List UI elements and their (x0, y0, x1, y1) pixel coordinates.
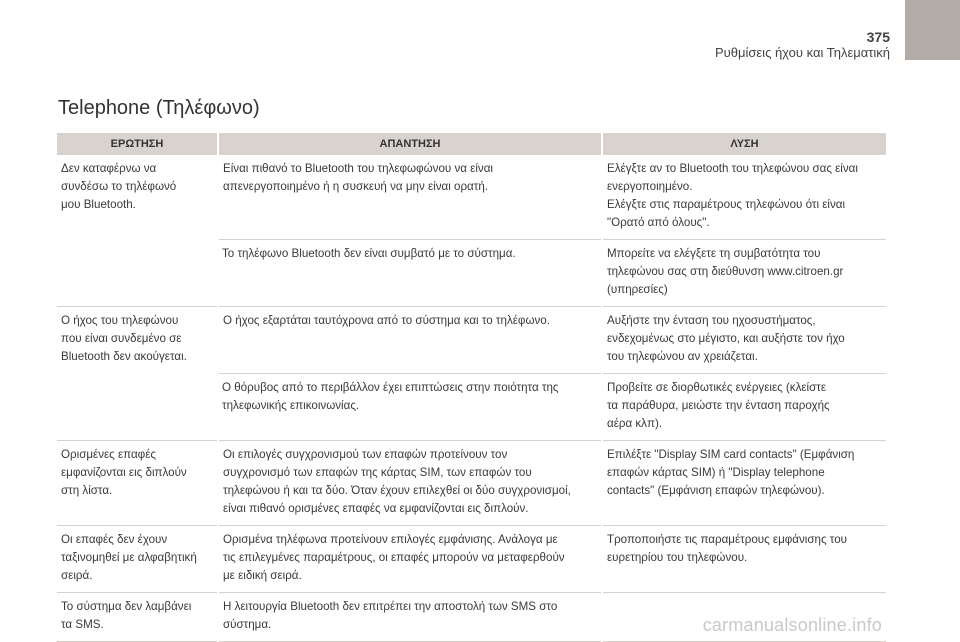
question-cell (57, 526, 218, 593)
text-line: Είναι πιθανό το Bluetooth του τηλεφωφώνου να είναι (223, 162, 493, 175)
text-line: σύστημα. (223, 618, 272, 631)
column-header-answer: ΑΠΑΝΤΗΣΗ (218, 133, 602, 155)
text-line: Επιλέξτε "Display SIM card contacts" (Εμφάνιση (607, 448, 855, 461)
corner-tab (905, 0, 960, 60)
text-line: ταξινομηθεί με αλφαβητική (61, 551, 197, 564)
answer-cell (218, 593, 602, 642)
answer-cell (218, 526, 602, 593)
answer-cell (218, 307, 602, 374)
solution-cell (602, 307, 886, 374)
text-line: Ελέγξτε στις παραμέτρους τηλεφώνου ότι είναι (607, 198, 846, 211)
question-cell (57, 441, 218, 526)
text-line: Οι επιλογές συγχρονισμού των επαφών προτείνουν τον (223, 448, 508, 461)
text-line: τηλεφώνου σας στη διεύθυνση www.citroen.gr (607, 265, 844, 278)
text-line: είναι πιθανό ορισμένες επαφές να εμφανίζονται εις διπλούν. (223, 502, 529, 515)
table-body (57, 155, 886, 642)
text-line: συγχρονισμό των επαφών της κάρτας SIM, των επαφών του (223, 466, 532, 479)
text-line: Bluetooth δεν ακούγεται. (61, 350, 187, 363)
answer-cell (218, 155, 602, 240)
text-line: αέρα κλπ). (607, 417, 663, 430)
text-line: contacts" (Εμφάνιση επαφών τηλεφώνου). (607, 484, 825, 497)
answer-cell (218, 374, 602, 441)
page-number: 375 (866, 29, 890, 45)
solution-cell (602, 155, 886, 240)
table-row (57, 155, 886, 240)
solution-cell (602, 441, 886, 526)
watermark: carmanualsonline.info (702, 615, 882, 635)
section-title: Ρυθμίσεις ήχου και Τηλεματική (714, 45, 890, 60)
text-line: τηλεφωνικής επικοινωνίας. (222, 399, 360, 412)
text-line: τις επιλεγμένες παραμέτρους, οι επαφές μπορούν να μεταφερθούν (223, 551, 565, 564)
table-row (57, 441, 886, 526)
question-cell (57, 155, 218, 307)
answer-cell (218, 240, 602, 307)
text-line: που είναι συνδεμένο σε (61, 332, 182, 345)
solution-cell (602, 374, 886, 441)
text-line: με ειδική σειρά. (223, 569, 302, 582)
text-line: Ο ήχος του τηλεφώνου (61, 314, 179, 327)
text-line: Τροποποιήστε τις παραμέτρους εμφάνισης του (607, 533, 847, 546)
text-line: απενεργοποιημένο ή η συσκευή να μην είναι ορατή. (223, 180, 488, 193)
text-line: Ελέγξτε αν το Bluetooth του τηλεφώνου σας είναι (607, 162, 858, 175)
text-line: (υπηρεσίες) (607, 283, 668, 296)
table-row (57, 526, 886, 593)
text-line: στη λίστα. (61, 484, 113, 497)
column-header-solution: ΛΥΣΗ (602, 133, 886, 155)
solution-cell (602, 526, 886, 593)
text-line: ευρετηρίου του τηλεφώνου. (607, 551, 748, 564)
text-line: Μπορείτε να ελέγξετε τη συμβατότητα του (607, 247, 821, 260)
column-header-question: ΕΡΩΤΗΣΗ (57, 133, 218, 155)
text-line: εμφανίζονται εις διπλούν (61, 466, 187, 479)
text-line: ενεργοποιημένο. (607, 180, 693, 193)
text-line: Το σύστημα δεν λαμβάνει (61, 600, 192, 613)
text-line: Δεν καταφέρνω να (61, 162, 157, 175)
text-line: μου Bluetooth. (61, 198, 136, 211)
text-line: τα SMS. (61, 618, 104, 631)
table-header-row (57, 133, 886, 155)
page-title: Telephone (Τηλέφωνο) (58, 97, 260, 119)
question-cell (57, 593, 218, 642)
text-line: Προβείτε σε διορθωτικές ενέργειες (κλείστε (607, 381, 827, 394)
text-line: "Ορατό από όλους". (607, 216, 710, 229)
solution-cell (602, 240, 886, 307)
text-line: τηλεφώνου ή και τα δύο. Όταν έχουν επιλεχθεί οι δύο συγχρονισμοί, (223, 484, 571, 497)
answer-cell (218, 441, 602, 526)
text-line: του τηλεφώνου αν χρειάζεται. (607, 350, 758, 363)
text-line: Ο θόρυβος από το περιβάλλον έχει επιπτώσεις στην ποιότητα της (222, 381, 559, 394)
text-line: Αυξήστε την ένταση του ηχοσυστήματος, (607, 314, 816, 327)
text-line: Ο ήχος εξαρτάται ταυτόχρονα από το σύστημα και το τηλέφωνο. (223, 314, 550, 327)
text-line: Οι επαφές δεν έχουν (61, 533, 168, 546)
text-line: συνδέσω το τηλέφωνό (61, 180, 177, 193)
text-line: επαφών κάρτας SIM) ή "Display telephone (607, 466, 825, 479)
text-line: Το τηλέφωνο Bluetooth δεν είναι συμβατό με το σύστημα. (222, 247, 516, 260)
text-line: Η λειτουργία Bluetooth δεν επιτρέπει την αποστολή των SMS στο (223, 600, 558, 613)
text-line: σειρά. (61, 569, 93, 582)
text-line: Ορισμένα τηλέφωνα προτείνουν επιλογές εμφάνισης. Ανάλογα με (223, 533, 558, 546)
text-line: τα παράθυρα, μειώστε την ένταση παροχής (607, 399, 830, 412)
text-line: ενδεχομένως στο μέγιστο, και αυξήστε τον ήχο (607, 332, 845, 345)
text-line: Ορισμένες επαφές (61, 448, 156, 461)
faq-table (57, 133, 886, 642)
table-row (57, 307, 886, 374)
question-cell (57, 307, 218, 441)
